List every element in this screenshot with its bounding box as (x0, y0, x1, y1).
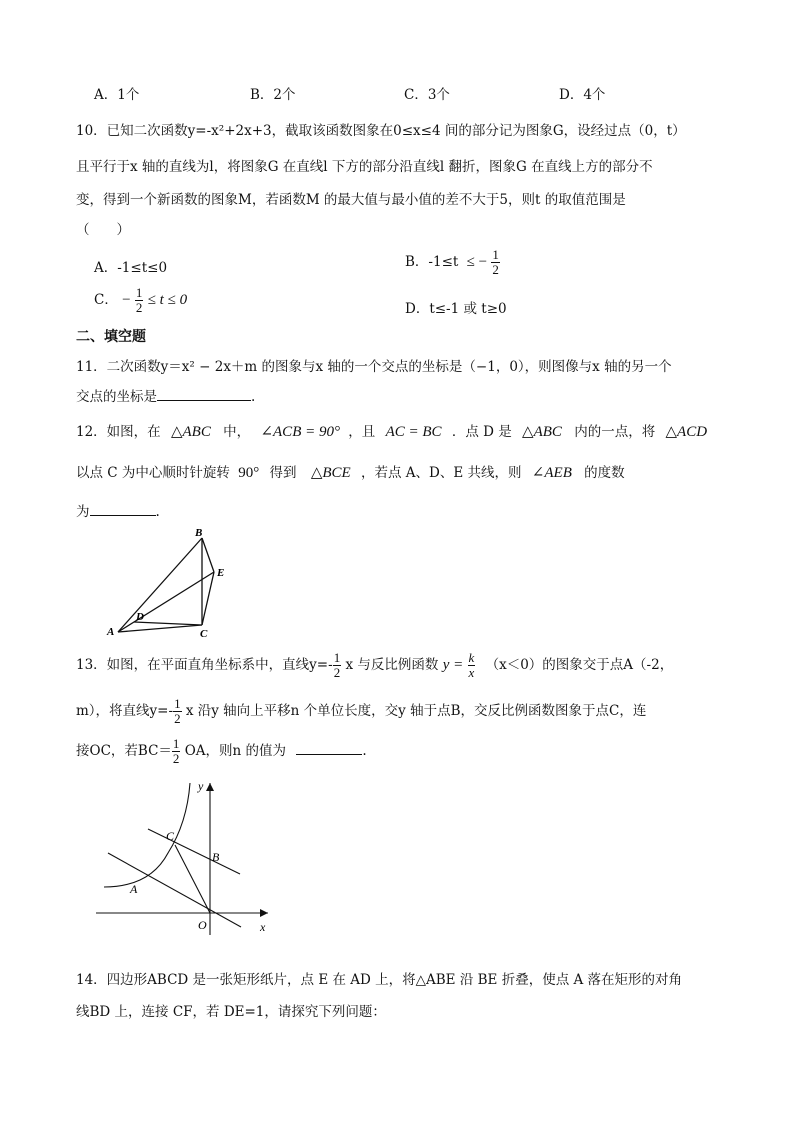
fraction-denominator: 2 (333, 665, 341, 680)
q13-line2-text-b: x 沿y 轴向上平移n 个单位长度，交y 轴于点B，交反比例函数图象于点C，连 (185, 703, 647, 719)
q10-option-c-prefix: C． (94, 292, 118, 308)
q11-line2 (76, 385, 255, 405)
q12-text-5: 内的一点，将 (574, 424, 656, 440)
q9-option-c: C．3个 (404, 87, 450, 103)
q11-line2-prefix: 交点的坐标是 (76, 389, 157, 405)
q10-paren: （ ） (76, 222, 130, 238)
q11-line1: 11．二次函数y＝x² − 2x＋m 的图象与x 轴的一个交点的坐标是（−1，0），则图像与x 轴的另一个 (76, 359, 672, 375)
line-oa (108, 853, 241, 927)
point-c-label: C (200, 628, 208, 640)
q13-answer-blank[interactable] (296, 742, 362, 755)
fraction-numerator: 1 (135, 285, 143, 300)
q10-line2: 且平行于x 轴的直线为l，将图象G 在直线l 下方的部分沿直线l 翻折，图象G 在直线上方的部分不 (76, 159, 653, 175)
q10-option-a: A．-1≤t≤0 (94, 260, 168, 276)
segment-ac (118, 625, 202, 632)
q10-option-c-minus: − (122, 292, 131, 308)
q10-option-b-relation: ≤ − (466, 254, 488, 270)
q13-coordinate-figure (88, 775, 278, 940)
q13-line1-text-b: （x＜0）的图象交于点A（-2， (485, 657, 674, 673)
q11-line2-suffix: . (251, 389, 256, 405)
q14-line1: 14．四边形ABCD 是一张矩形纸片，点 E 在 AD 上，将△ABE 沿 BE 折叠，使点 A 落在矩形的对角 (76, 972, 683, 988)
fraction-numerator: 1 (333, 650, 341, 665)
q12-line2-text-a: 以点 C 为中心顺时针旋转 (76, 465, 230, 481)
fraction-denominator: x (468, 665, 475, 680)
y-axis-label: y (198, 779, 204, 793)
q12-angle-aeb: ∠AEB (531, 465, 572, 481)
q12-triangle-figure (96, 528, 236, 640)
q13-line1-text-a: 13．如图，在平面直角坐标系中，直线y=- (76, 657, 333, 673)
q12-triangle-bce: △BCE (310, 465, 351, 481)
q13-fraction-half-3 (172, 737, 181, 766)
q12-answer-blank[interactable] (90, 503, 156, 516)
segment-be (202, 538, 214, 572)
q10-option-c-fraction (135, 286, 144, 315)
q12-triangle-abc-2: △ABC (522, 424, 562, 440)
q11-answer-blank[interactable] (157, 388, 251, 401)
q12-line2-text-c: ，若点 A、D、E 共线，则 (360, 465, 522, 481)
q12-line3-suffix: . (155, 504, 160, 520)
q9-option-b: B．2个 (250, 87, 296, 103)
q13-line3-text-b: OA，则n 的值为 (184, 743, 287, 759)
q12-degree-90: 90° (238, 465, 260, 481)
q12-text-1: 12．如图，在 (76, 424, 161, 440)
x-axis-label: x (260, 920, 266, 934)
q13-line3-text-a: 接OC，若BC＝ (76, 743, 172, 759)
q10-option-b-prefix: B．-1≤t (405, 254, 459, 270)
origin-label: O (198, 918, 207, 932)
q12-line2 (76, 461, 625, 482)
q12-line2-text-b: 得到 (269, 465, 297, 481)
x-axis-arrow (260, 909, 268, 917)
q14-line2: 线BD 上，连接 CF，若 DE=1，请探究下列问题： (76, 1004, 386, 1020)
q10-option-b (405, 248, 500, 277)
q12-text-2: 中， (223, 424, 251, 440)
q12-line3-prefix: 为 (76, 504, 90, 520)
point-c-label: C (166, 829, 175, 843)
fraction-denominator: 2 (174, 711, 181, 726)
q12-angle-acb: ∠ACB = 90° (260, 424, 340, 440)
q13-fraction-half-2 (173, 697, 182, 726)
y-axis-arrow (206, 783, 214, 791)
q13-fraction-k-over-x (468, 651, 476, 680)
q10-line3: 变，得到一个新函数的图象M，若函数M 的最大值与最小值的差不大于5，则t 的取值范围是 (76, 192, 626, 208)
point-b-label: B (212, 850, 220, 864)
q12-text-3: ，且 (348, 424, 376, 440)
q12-triangle-acd: △ACD (665, 424, 708, 440)
fraction-numerator: k (468, 650, 475, 665)
segment-ab (118, 538, 202, 632)
q12-ac-equals-bc: AC = BC (385, 424, 442, 440)
hyperbola-curve (104, 783, 190, 887)
q13-line2 (76, 697, 646, 726)
fraction-numerator: 1 (174, 696, 181, 711)
q12-triangle-abc: △ABC (170, 424, 211, 440)
q13-line1-x-text: x 与反比例函数 (345, 657, 439, 673)
fraction-numerator: 1 (172, 736, 180, 751)
point-e-label: E (217, 567, 225, 579)
segment-oc (175, 845, 210, 913)
segment-ce (202, 572, 214, 625)
q13-y-equals: y = (442, 657, 464, 673)
q12-line1 (76, 420, 707, 441)
q9-option-d: D．4个 (559, 87, 606, 103)
fraction-denominator: 2 (135, 300, 143, 315)
fraction-numerator: 1 (492, 247, 499, 262)
q12-line2-text-d: 的度数 (584, 465, 625, 481)
point-a-label: A (107, 626, 115, 638)
q9-option-a: A．1个 (94, 87, 140, 103)
point-a-label: A (130, 882, 138, 896)
q13-line3-suffix: . (362, 743, 367, 759)
q13-line1 (76, 651, 673, 680)
q10-option-b-fraction (491, 248, 500, 277)
point-d-label: D (136, 611, 144, 623)
q13-line2-text-a: m），将直线y=- (76, 703, 174, 719)
q10-line1: 10．已知二次函数y=-x²+2x+3，截取该函数图象在0≤x≤4 间的部分记为图象G，设经过点（0，t） (76, 123, 686, 139)
segment-dc (134, 622, 202, 625)
fraction-denominator: 2 (172, 751, 180, 766)
q13-fraction-half (333, 651, 342, 680)
q10-option-c (94, 286, 187, 315)
point-b-label: B (195, 528, 203, 539)
q10-option-d: D．t≤-1 或 t≥0 (405, 301, 507, 317)
line-bc (148, 829, 240, 874)
q12-text-4: ．点 D 是 (451, 424, 512, 440)
q10-option-c-relation: ≤ t ≤ 0 (147, 292, 188, 308)
q13-line3 (76, 737, 367, 766)
fraction-denominator: 2 (492, 262, 499, 277)
q12-line3 (76, 500, 160, 520)
section-title: 二、填空题 (76, 329, 146, 345)
